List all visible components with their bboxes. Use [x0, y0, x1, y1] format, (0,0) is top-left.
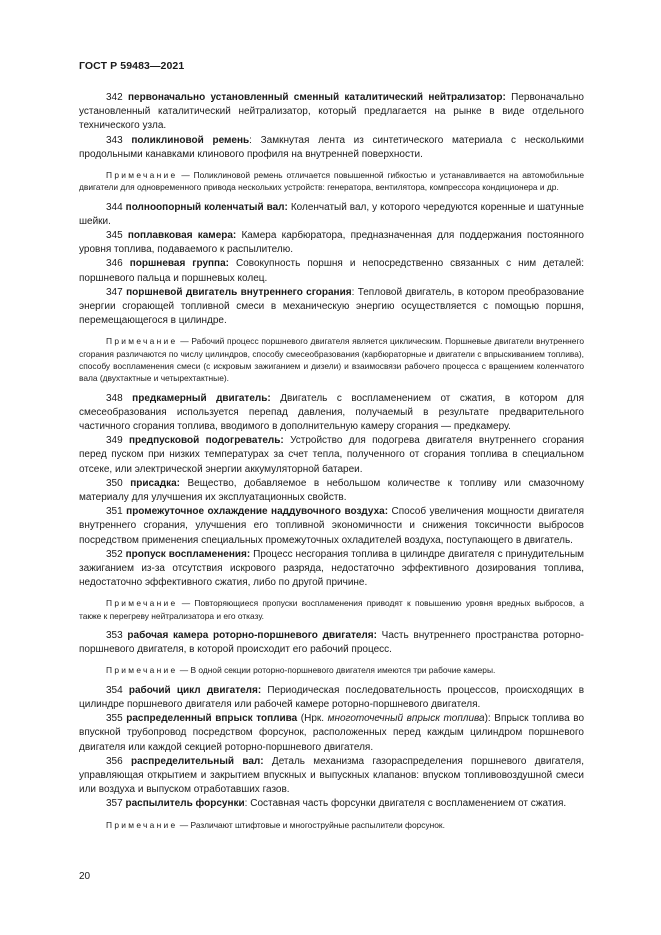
entry-353: 353 рабочая камера роторно-поршневого двигателя: Часть внутреннего пространства роторно-поршневого двигателя, в которой происходит его рабочий процесс. — [79, 630, 585, 656]
entry-349: 349 предпусковой подогреватель: Устройство для подогрева двигателя внутреннего сгорания перед пуском при низких температурах за счет тепла, полученного от сгорания топлива в специальном отсеке, или электрической энергии аккумуляторной батареи. — [79, 435, 584, 475]
entry-354: 354 рабочий цикл двигателя: Периодическая последовательность процессов, происходящих в цилиндре поршневого двигателя или рабочей камере роторно-поршневого двигателя. — [79, 684, 585, 710]
entry-356: 356 распределительный вал: Деталь механизма газораспределения поршневого двигателя, управляющая открытием и закрытием впускных и выпускных клапанов: впуском топливовоздушной смеси или воздуха и выпуском отработавших газов. — [79, 755, 584, 796]
note-347: Примечание — Рабочий процесс поршневого двигателя является циклическим. Поршневые двигатели внутреннего сгорания различаются по числу цилиндров, способу смесеобразования (карбюраторные и двигатели с впрыскиванием топлива), способу воспламенения смеси (с искровым зажиганием и дизели) и взаимосвязи рабочего процесса с вращением коленчатого вала (двухтактные и четырехтактные). — [79, 336, 584, 384]
entry-351: 351 промежуточное охлаждение наддувочного воздуха: Способ увеличения мощности двигателя внутреннего сгорания, улучшения его топливной экономичности и снижения токсичности выбросов посредством применения специальных промежуточных охладителей воздуха, поступающего в двигатель. — [79, 506, 584, 546]
entry-term: предкамерный двигатель: — [132, 392, 271, 404]
entry-term: пропуск воспламенения: — [125, 548, 251, 560]
entry-350: 350 присадка: Вещество, добавляемое в небольшом количестве к топливу или смазочному материалу для улучшения их эксплуатационных свойств. — [79, 477, 584, 504]
entry-term: первоначально установленный сменный каталитический нейтрализатор: — [127, 92, 506, 103]
entry-term: поплавковая камера: — [127, 230, 237, 242]
entry-term: полноопорный коленчатый вал: — [125, 201, 288, 213]
note-label: Примечание — [106, 665, 178, 676]
entry-344: 344 полноопорный коленчатый вал: Коленчатый вал, у которого чередуются коренные и шатунные шейки. — [79, 201, 584, 227]
deprecated-term: многоточечный впрыск топлива — [327, 713, 485, 725]
entry-346: 346 поршневая группа: Совокупность поршня и непосредственно связанных с ним деталей: поршневого пальца и поршневых колец. — [79, 258, 585, 284]
entry-352: 352 пропуск воспламенения: Процесс несгорания топлива в цилиндре двигателя с принудительным зажиганием из-за отсутствия искрового разряда, недостаточно эффективного дозирования топлива, недостаточно эффективного сжатия, либо по другой причине. — [79, 548, 585, 589]
entry-term: присадка: — [130, 477, 180, 489]
entry-term: поршневая группа: — [129, 258, 229, 270]
entry-term: рабочий цикл двигателя: — [128, 684, 262, 696]
note-label: Примечание — [106, 336, 178, 347]
entry-term: распылитель форсунки — [125, 798, 245, 810]
note-357: Примечание — Различают штифтовые и многоструйные распылители форсунок. — [106, 819, 445, 830]
entry-348: 348 предкамерный двигатель: Двигатель с воспламенением от сжатия, в котором для смесеобразования используется перепад давления, получаемый в результате предварительного частичного сгорания топлива, вводимого в дополнительную камеру сгорания — предкамеру. — [79, 392, 585, 433]
document-body — [79, 91, 584, 838]
note-label: Примечание — [106, 170, 178, 181]
entry-345: 345 поплавковая камера: Камера карбюратора, предназначенная для поддержания постоянного уровня топлива, подаваемого к распылителю. — [79, 230, 584, 256]
note-label: Примечание — [106, 598, 178, 609]
entry-term: поршневой двигатель внутреннего сгорания — [126, 286, 352, 298]
entry-term: распределенный впрыск топлива — [126, 713, 298, 725]
entry-342: 342 первоначально установленный сменный каталитический нейтрализатор: Первоначально установленный каталитический нейтрализатор, который предлагается на рынке в виде отдельного технического узла. — [79, 92, 584, 132]
entry-term: рабочая камера роторно-поршневого двигателя: — [127, 630, 377, 642]
page-number: 20 — [79, 871, 91, 882]
entry-355: 355 распределенный впрыск топлива (Нрк. многоточечный впрыск топлива): Впрыск топлива во впускной трубопровод посредством форсунок, расположенных перед каждым цилиндром поршневого двигателя или каждой секцией роторно-поршневого двигателя. — [79, 713, 585, 753]
note-label: Примечание — [106, 819, 178, 830]
note-353: Примечание — В одной секции роторно-поршневого двигателя имеются три рабочие камеры. — [106, 665, 496, 676]
entry-343: 343 поликлиновой ремень: Замкнутая лента из синтетического материала с несколькими продольными канавками клинового профиля на внутренней поверхности. — [79, 134, 584, 160]
entry-term: распределительный вал: — [131, 755, 264, 767]
note-343: Примечание — Поликлиновой ремень отличается повышенной гибкостью и устанавливается на автомобильные двигатели для одновременного привода нескольких устройств: генератора, вентилятора, компрессора кондиционера и др. — [79, 170, 584, 193]
entry-term: предпусковой подогреватель: — [129, 435, 284, 447]
entry-term: поликлиновой ремень — [131, 134, 250, 146]
note-352: Примечание — Повторяющиеся пропуски воспламенения приводят к повышению уровня вредных выбросов, а также к перегреву нейтрализатора и его отказу. — [79, 598, 584, 621]
document-header: ГОСТ Р 59483—2021 — [79, 60, 185, 72]
entry-347: 347 поршневой двигатель внутреннего сгорания: Тепловой двигатель, в котором преобразование энергии сгорающей топливной смеси в механическую энергию осуществляется с помощью поршня, перемещающегося в цилиндре. — [79, 286, 585, 327]
entry-357: 357 распылитель форсунки: Составная часть форсунки двигателя с воспламенением от сжатия. — [106, 798, 567, 810]
entry-term: промежуточное охлаждение наддувочного воздуха: — [126, 506, 389, 518]
